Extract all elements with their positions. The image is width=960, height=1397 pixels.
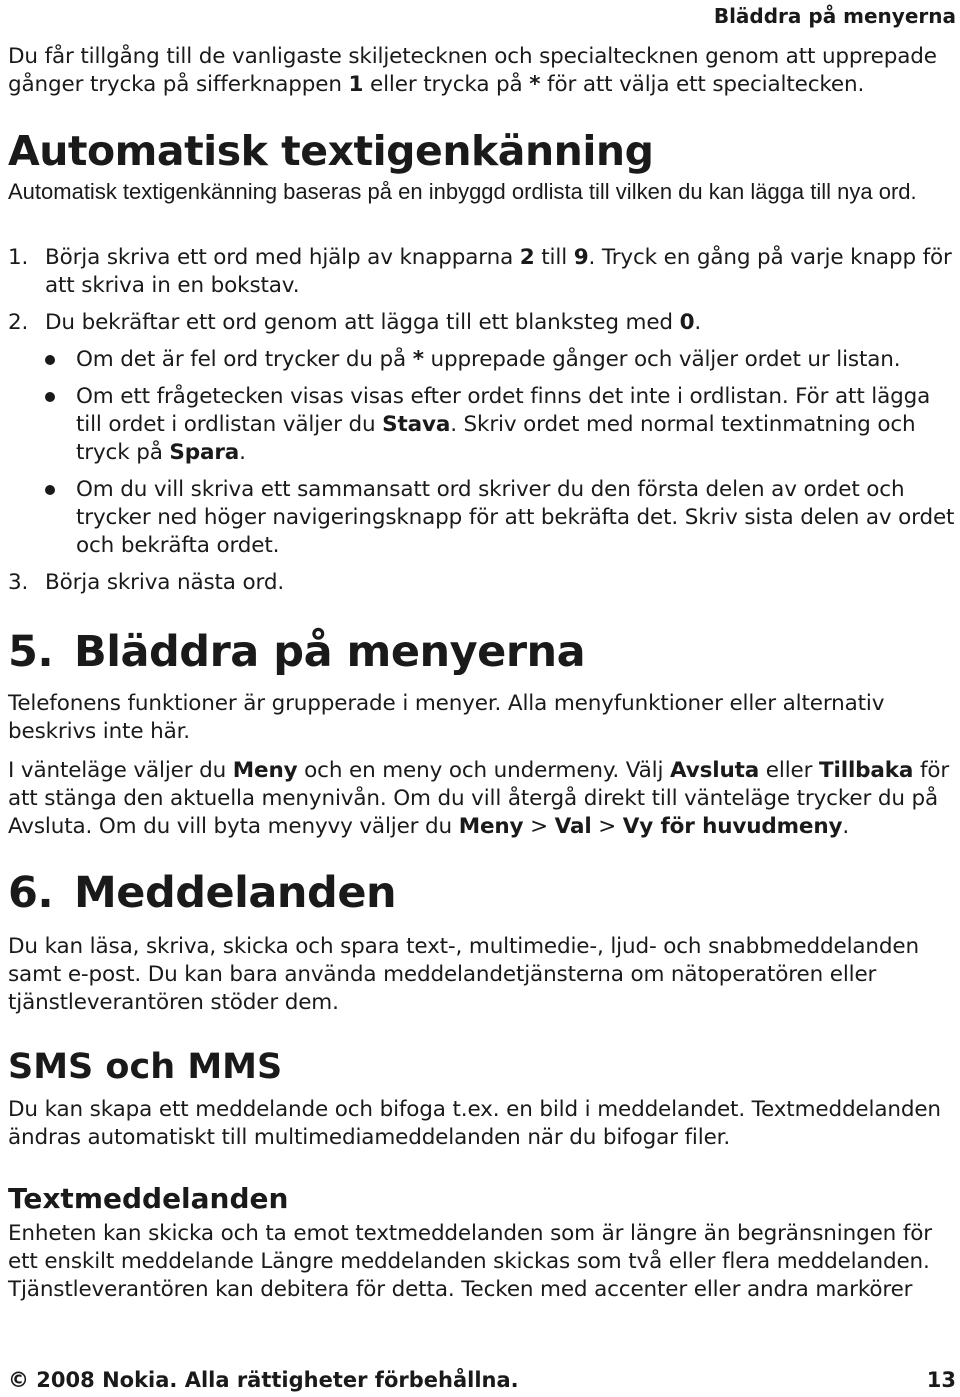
sms-mms-paragraph: Du kan skapa ett meddelande och bifoga t.ex. en bild i meddelandet. Textmeddelanden ändras automatiskt till multimediameddelanden när du bifogar filer.	[8, 1097, 941, 1150]
copyright-text: © 2008 Nokia. Alla rättigheter förbehållna.	[8, 1368, 519, 1392]
list-item: Om det är fel ord trycker du på * upprepade gånger och väljer ordet ur listan.	[8, 346, 956, 374]
section-title-auto-text: Automatisk textigenkänning	[8, 127, 654, 175]
page-footer	[8, 1366, 956, 1394]
auto-text-lead: Automatisk textigenkänning baseras på en inbyggd ordlista till vilken du kan lägga till nya ord.	[8, 179, 917, 204]
list-item: 2. Du bekräftar ett ord genom att lägga till ett blanksteg med 0.	[8, 310, 702, 335]
bullet-icon	[45, 392, 55, 402]
bullet-icon	[45, 485, 55, 495]
chapter5-paragraph-2: I vänteläge väljer du Meny och en meny och undermeny. Välj Avsluta eller Tillbaka för att stänga den aktuella menynivån. Om du vill återgå direkt till vänteläge trycker du på Avsluta. Om du vill byta menyvy väljer du Meny > Val > Vy för huvudmeny.	[8, 758, 950, 839]
intro-paragraph: Du får tillgång till de vanligaste skiljetecknen och specialtecknen genom att upprepade gånger trycka på sifferknappen 1 eller trycka på * för att välja ett specialtecken.	[8, 44, 937, 97]
section-title-sms-mms: SMS och MMS	[8, 1047, 283, 1087]
chapter-title-5: 5. Bläddra på menyerna	[8, 627, 586, 677]
list-item: 1. Börja skriva ett ord med hjälp av knapparna 2 till 9. Tryck en gång på varje knapp för att skriva in en bokstav.	[8, 245, 952, 298]
list-item: 3. Börja skriva nästa ord.	[8, 570, 285, 595]
chapter6-paragraph-1: Du kan läsa, skriva, skicka och spara text-, multimedie-, ljud- och snabbmeddelanden samt e-post. Du kan bara använda meddelandetjänsterna om nätoperatören eller tjänstleverantören stöder dem.	[8, 934, 919, 1015]
section-title-textmessages: Textmeddelanden	[8, 1182, 289, 1215]
textmessages-paragraph: Enheten kan skicka och ta emot textmeddelanden som är längre än begränsningen för ett enskilt meddelande Längre meddelanden skickas som två eller flera meddelanden. Tjänstleverantören kan debitera för detta. Tecken med accenter eller andra markörer	[8, 1221, 932, 1302]
running-header: Bläddra på menyerna	[713, 4, 956, 28]
list-item: Om ett frågetecken visas visas efter ordet finns det inte i ordlistan. För att lägga till ordet i ordlistan väljer du Stava. Skriv ordet med normal textinmatning och tryck på Spara.	[8, 383, 956, 467]
auto-text-steps	[8, 244, 956, 597]
list-item: Om du vill skriva ett sammansatt ord skriver du den första delen av ordet och trycker ned höger navigeringsknapp för att bekräfta det. Skriv sista delen av ordet och bekräfta ordet.	[8, 476, 956, 560]
chapter5-paragraph-1: Telefonens funktioner är grupperade i menyer. Alla menyfunktioner eller alternativ beskrivs inte här.	[8, 691, 885, 744]
bullet-icon	[45, 355, 55, 365]
chapter-title-6: 6. Meddelanden	[8, 868, 397, 918]
page-number: 13	[926, 1368, 956, 1392]
